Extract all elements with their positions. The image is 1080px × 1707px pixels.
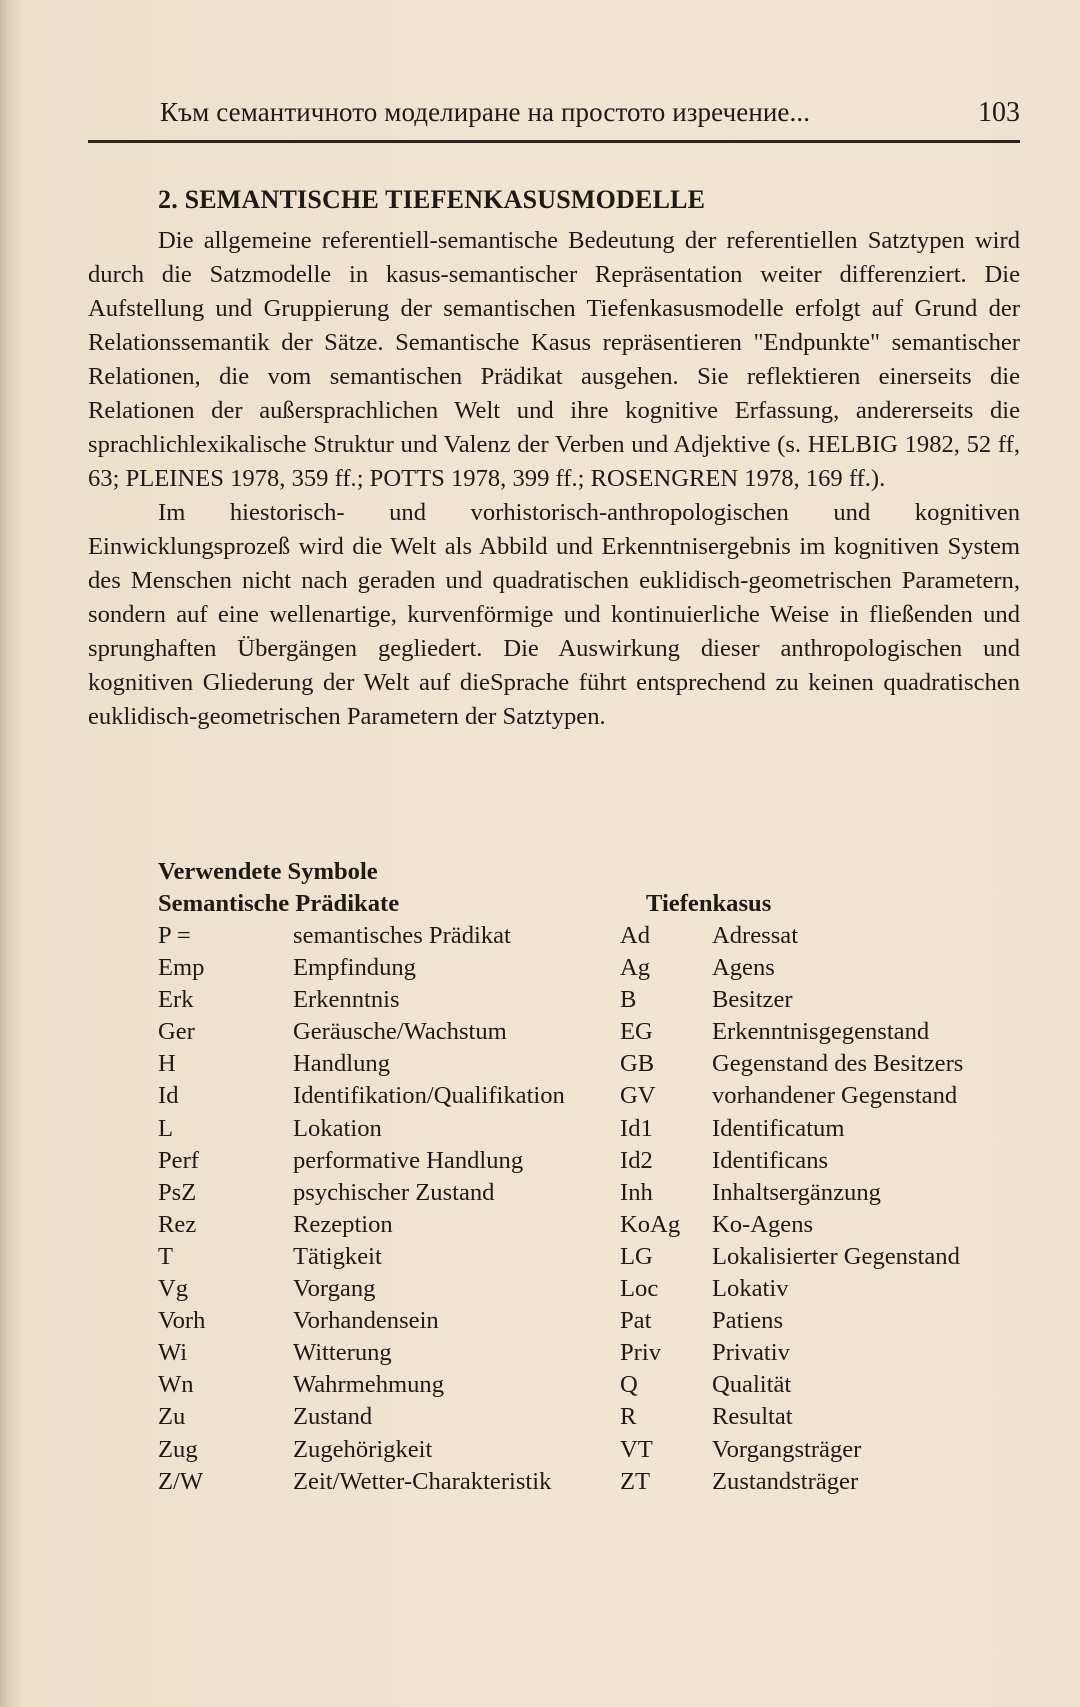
symbol-row [158, 1273, 1028, 1305]
case-abbreviation: Loc [620, 1275, 659, 1303]
predicate-description: Witterung [293, 1339, 392, 1367]
predicate-description: Erkenntnis [293, 986, 400, 1014]
symbol-row [158, 1305, 1028, 1337]
paragraph: Im hiestorisch- und vorhistorisch-anthropologischen und kognitiven Einwicklungsprozeß wird die Welt als Abbild und Erkenntnisergebnis im kognitiven System des Menschen nicht nach geraden und quadratischen euklidisch-geometrischen Parametern, sondern auf eine wellenartige, kurvenförmige und kontinuierliche Weise in fließenden und sprunghaften Übergängen gegliedert. Die Auswirkung dieser anthropologischen und kognitiven Gliederung der Welt auf dieSprache führt entsprechend zu keinen quadratischen euklidisch-geometrischen Parametern der Satztypen. [88, 499, 1020, 730]
case-description: Ko-Agens [712, 1210, 814, 1238]
case-abbreviation: Ag [620, 954, 651, 982]
case-description: Lokativ [712, 1275, 789, 1303]
predicate-description: Identifikation/Qualifikation [293, 1082, 565, 1110]
predicate-abbreviation: Zug [158, 1435, 198, 1463]
symbol-row [158, 1080, 1028, 1112]
case-description: Besitzer [712, 986, 793, 1014]
predicate-abbreviation: Perf [158, 1146, 199, 1174]
symbol-row [158, 1241, 1028, 1273]
predicate-description: Empfindung [293, 954, 416, 982]
symbol-row [158, 1369, 1028, 1401]
predicate-abbreviation: Vg [158, 1275, 189, 1303]
predicate-description: Zustand [293, 1403, 373, 1431]
predicate-description: Zugehörigkeit [293, 1435, 433, 1463]
section-heading: 2. SEMANTISCHE TIEFENKASUSMODELLE [158, 185, 706, 214]
case-abbreviation: Ad [620, 922, 651, 949]
body-text [88, 224, 1020, 734]
predicate-abbreviation: L [158, 1114, 174, 1142]
predicate-description: Vorgang [293, 1275, 376, 1303]
case-abbreviation: KoAg [620, 1210, 681, 1238]
symbol-row [158, 1337, 1028, 1369]
symbols-rows [158, 920, 1028, 1498]
case-description: Erkenntnisgegenstand [712, 1018, 930, 1046]
case-description: Patiens [712, 1307, 784, 1335]
predicate-abbreviation: Vorh [158, 1307, 206, 1335]
running-title: Към семантичното моделиране на простото изречение... [160, 97, 811, 127]
case-abbreviation: Priv [620, 1339, 661, 1367]
predicate-abbreviation: H [158, 1050, 176, 1078]
symbol-row [158, 1401, 1028, 1433]
case-description: Adressat [712, 922, 799, 949]
symbols-column-headings [158, 888, 1028, 920]
predicate-description: semantisches Prädikat [293, 922, 511, 949]
case-abbreviation: Q [620, 1371, 638, 1399]
symbol-row [158, 1016, 1028, 1048]
symbol-row [158, 1209, 1028, 1241]
running-header [90, 95, 1020, 135]
predicate-description: Handlung [293, 1050, 390, 1078]
symbol-row [158, 1466, 1028, 1498]
page-number: 103 [978, 97, 1020, 128]
case-description: vorhandener Gegenstand [712, 1082, 958, 1110]
predicate-abbreviation: P = [158, 922, 191, 949]
case-description: Vorgangsträger [712, 1435, 862, 1463]
case-abbreviation: R [620, 1403, 637, 1431]
case-description: Resultat [712, 1403, 793, 1431]
predicate-abbreviation: Erk [158, 986, 194, 1014]
predicate-abbreviation: T [158, 1242, 174, 1270]
case-abbreviation: Inh [620, 1178, 653, 1206]
case-description: Identificans [712, 1146, 829, 1174]
case-abbreviation: GB [620, 1050, 655, 1078]
case-abbreviation: Id1 [620, 1114, 653, 1142]
symbols-title: Verwendete Symbole [158, 858, 378, 885]
case-description: Zustandsträger [712, 1467, 859, 1495]
case-abbreviation: Pat [620, 1307, 652, 1335]
symbols-list [158, 856, 1028, 1498]
symbol-row [158, 920, 1028, 952]
predicate-description: psychischer Zustand [293, 1178, 495, 1206]
predicates-heading: Semantische Prädikate [158, 890, 400, 917]
case-description: Inhaltsergänzung [712, 1178, 881, 1206]
header-divider [88, 140, 1020, 143]
symbol-row [158, 984, 1028, 1016]
predicate-description: performative Handlung [293, 1146, 524, 1174]
deep-cases-heading: Tiefenkasus [646, 890, 772, 917]
symbol-row [158, 1434, 1028, 1466]
predicate-abbreviation: Wi [158, 1339, 188, 1367]
case-abbreviation: GV [620, 1082, 656, 1110]
case-description: Lokalisierter Gegenstand [712, 1242, 960, 1270]
predicate-abbreviation: Emp [158, 954, 205, 982]
predicate-abbreviation: Ger [158, 1018, 195, 1046]
case-description: Privativ [712, 1339, 790, 1367]
predicate-description: Lokation [293, 1114, 382, 1142]
case-description: Qualität [712, 1371, 792, 1399]
predicate-description: Zeit/Wetter-Charakteristik [293, 1467, 552, 1495]
predicate-abbreviation: Rez [158, 1210, 197, 1238]
symbol-row [158, 1177, 1028, 1209]
case-abbreviation: EG [620, 1018, 653, 1046]
predicate-description: Geräusche/Wachstum [293, 1018, 507, 1046]
symbol-row [158, 1113, 1028, 1145]
case-abbreviation: ZT [620, 1467, 651, 1495]
predicate-description: Wahrmehmung [293, 1371, 445, 1399]
case-abbreviation: Id2 [620, 1146, 653, 1174]
predicate-description: Tätigkeit [293, 1242, 382, 1270]
case-description: Agens [712, 954, 775, 982]
predicate-description: Rezeption [293, 1210, 393, 1238]
predicate-abbreviation: Zu [158, 1403, 186, 1431]
symbol-row [158, 1048, 1028, 1080]
symbol-row [158, 952, 1028, 984]
predicate-abbreviation: Wn [158, 1371, 194, 1399]
case-description: Gegenstand des Besitzers [712, 1050, 964, 1078]
predicate-abbreviation: PsZ [158, 1178, 197, 1206]
paragraph: Die allgemeine referentiell-semantische Bedeutung der referentiellen Satztypen wird durch die Satzmodelle in kasus-semantischer Repräsentation weiter differenziert. Die Aufstellung und Gruppierung der semantischen Tiefenkasusmodelle erfolgt auf Grund der Relationssemantik der Sätze. Semantische Kasus repräsentieren "Endpunkte" semantischer Relationen, die vom semantischen Prädikat ausgehen. Sie reflektieren einerseits die Relationen der außersprachlichen Welt und ihre kognitive Erfassung, andererseits die sprachlichlexikalische Struktur und Valenz der Verben und Adjektive (s. HELBIG 1982, 52 ff, 63; PLEINES 1978, 359 ff.; POTTS 1978, 399 ff.; ROSENGREN 1978, 169 ff.). [88, 227, 1020, 492]
predicate-description: Vorhandensein [293, 1307, 439, 1335]
case-abbreviation: B [620, 986, 637, 1014]
case-description: Identificatum [712, 1114, 845, 1142]
symbol-row [158, 1145, 1028, 1177]
case-abbreviation: VT [620, 1435, 653, 1463]
case-abbreviation: LG [620, 1242, 653, 1270]
predicate-abbreviation: Id [158, 1082, 179, 1110]
predicate-abbreviation: Z/W [158, 1467, 204, 1495]
